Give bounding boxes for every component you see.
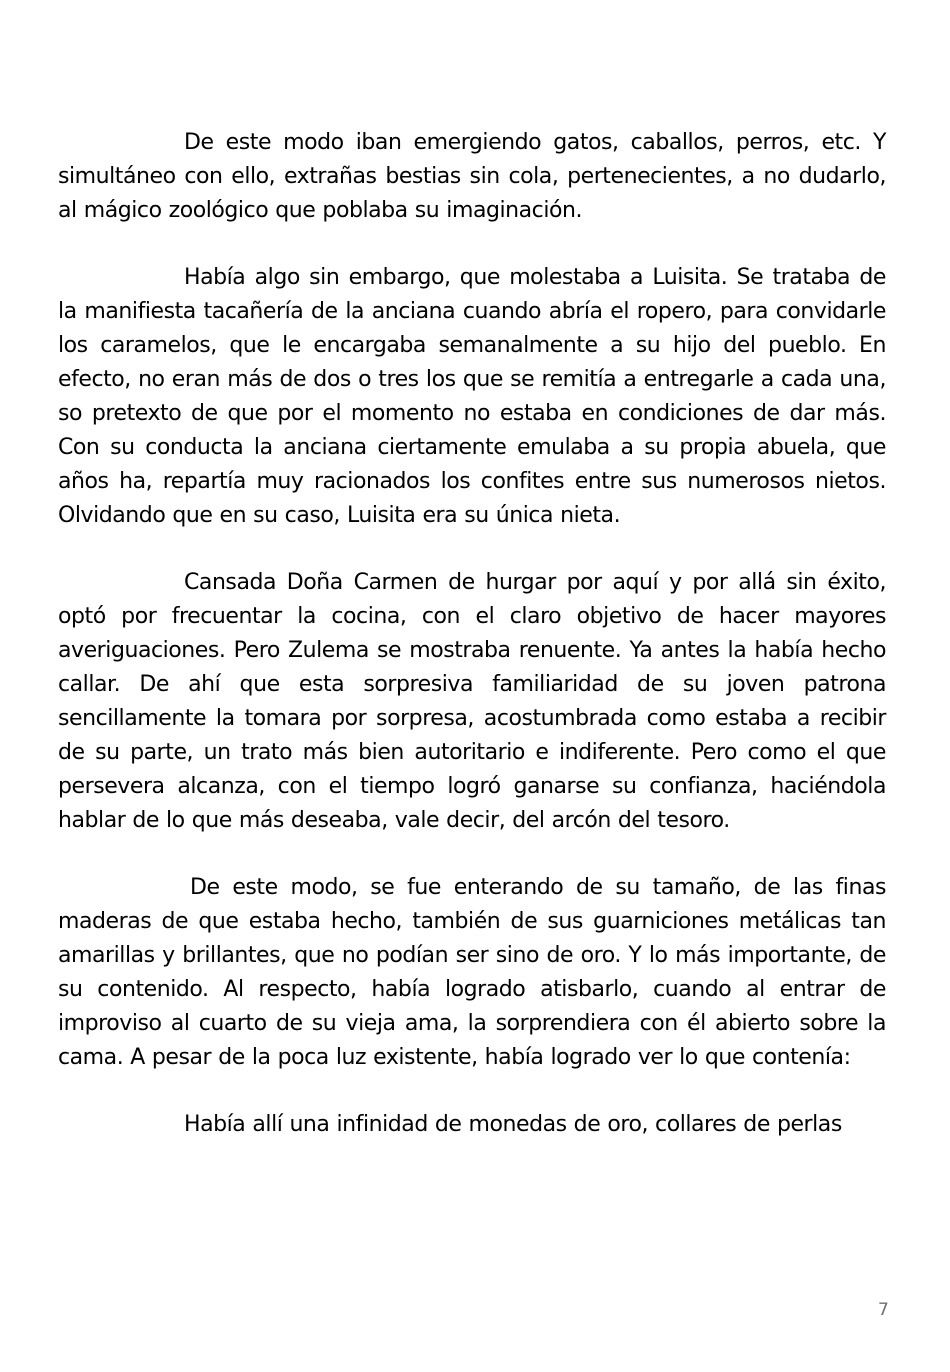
paragraph-3: Cansada Doña Carmen de hurgar por aquí y por allá sin éxito, optó por frecuentar la cocina, con el claro objetivo de hacer mayores averiguaciones. Pero Zulema se mostraba renuente. Ya antes la había hecho callar. De ahí que esta sorpresiva familiaridad de su joven patrona sencillamente la tomara por sorpresa, acostumbrada como estaba a recibir de su parte, un trato más bien autoritario e indiferente. Pero como el que persevera alcanza, con el tiempo logró ganarse su confianza, haciéndola hablar de lo que más deseaba, vale decir, del arcón del tesoro. — [58, 570, 886, 833]
paragraph-4: De este modo, se fue enterando de su tamaño, de las finas maderas de que estaba hecho, también de sus guarniciones metálicas tan amarillas y brillantes, que no podían ser sino de oro. Y lo más importante, de su contenido. Al respecto, había logrado atisbarlo, cuando al entrar de improviso al cuarto de su vieja ama, la sorprendiera con él abierto sobre la cama. A pesar de la poca luz existente, había logrado ver lo que contenía: — [58, 875, 886, 1070]
paragraph-1: De este modo iban emergiendo gatos, caballos, perros, etc. Y simultáneo con ello, extrañas bestias sin cola, pertenecientes, a no dudarlo, al mágico zoológico que poblaba su imaginación. — [58, 130, 886, 223]
paragraph-2: Había algo sin embargo, que molestaba a Luisita. Se trataba de la manifiesta tacañería de la anciana cuando abría el ropero, para convidarle los caramelos, que le encargaba semanalmente a su hijo del pueblo. En efecto, no eran más de dos o tres los que se remitía a entregarle a cada una, so pretexto de que por el momento no estaba en condiciones de dar más. Con su conducta la anciana ciertamente emulaba a su propia abuela, que años ha, repartía muy racionados los confites entre sus numerosos nietos. Olvidando que en su caso, Luisita era su única nieta. — [58, 265, 886, 528]
page-number: 7 — [878, 1300, 889, 1320]
paragraph-5: Había allí una infinidad de monedas de oro, collares de perlas — [184, 1112, 842, 1137]
body-text — [58, 126, 886, 1142]
